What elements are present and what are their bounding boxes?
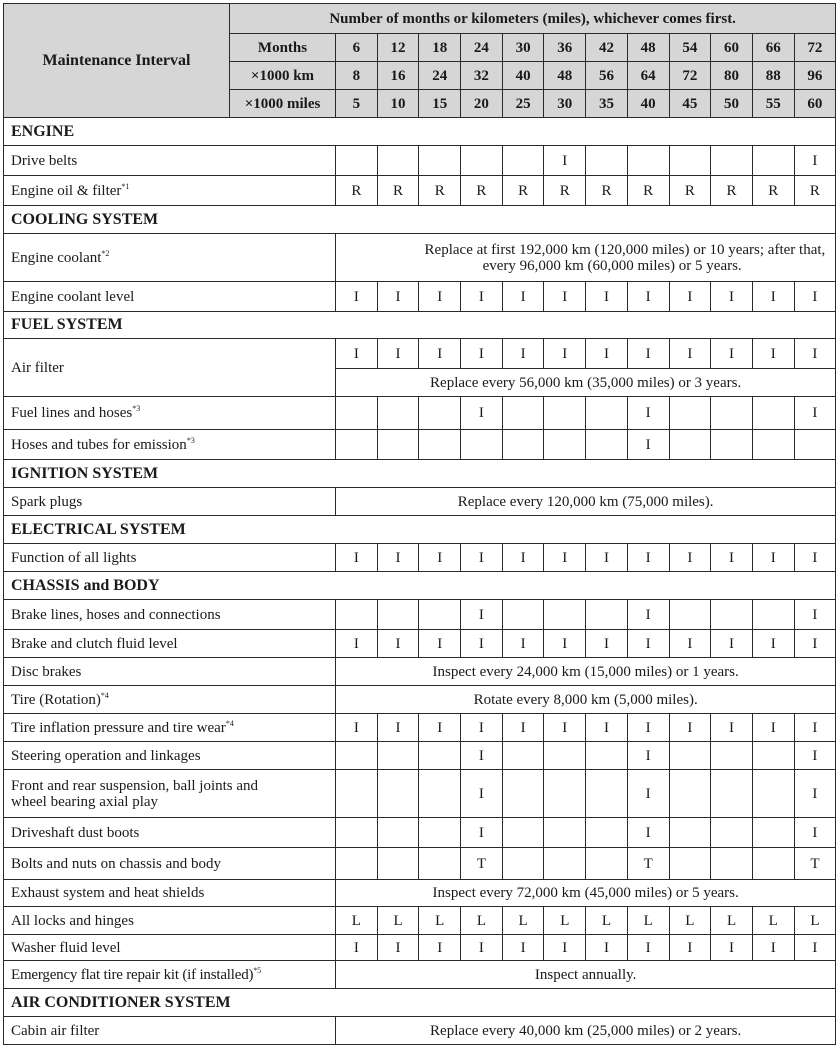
item-label: Exhaust system and heat shields	[4, 880, 336, 907]
interval-mark	[794, 430, 836, 460]
km-value: 32	[461, 62, 503, 90]
interval-mark	[502, 397, 544, 430]
interval-mark: I	[419, 544, 461, 572]
miles-value: 40	[627, 90, 669, 118]
months-label: Months	[230, 34, 336, 62]
miles-value: 25	[502, 90, 544, 118]
table-row	[4, 742, 836, 770]
interval-mark: I	[336, 339, 378, 369]
miles-value: 5	[336, 90, 378, 118]
item-label: Brake and clutch fluid level	[4, 630, 336, 658]
interval-mark	[461, 430, 503, 460]
interval-mark: I	[461, 935, 503, 961]
interval-mark	[627, 146, 669, 176]
table-row	[4, 488, 836, 516]
interval-mark: I	[669, 544, 711, 572]
interval-mark	[419, 818, 461, 848]
interval-mark: I	[627, 282, 669, 312]
km-label: ×1000 km	[230, 62, 336, 90]
interval-mark	[586, 600, 628, 630]
interval-mark	[377, 742, 419, 770]
item-label: Driveshaft dust boots	[4, 818, 336, 848]
table-row	[4, 397, 836, 430]
month-value: 42	[586, 34, 628, 62]
section-chassis: CHASSIS and BODY	[4, 572, 836, 600]
interval-mark	[336, 848, 378, 880]
interval-mark	[544, 600, 586, 630]
km-value: 64	[627, 62, 669, 90]
interval-mark: R	[502, 176, 544, 206]
interval-mark: L	[711, 907, 753, 935]
interval-mark	[711, 397, 753, 430]
interval-mark: I	[377, 714, 419, 742]
month-value: 30	[502, 34, 544, 62]
interval-mark	[502, 146, 544, 176]
miles-value: 60	[794, 90, 836, 118]
interval-mark: L	[377, 907, 419, 935]
section-electrical: ELECTRICAL SYSTEM	[4, 516, 836, 544]
interval-mark: I	[419, 935, 461, 961]
interval-mark	[669, 770, 711, 818]
interval-mark	[502, 770, 544, 818]
month-value: 72	[794, 34, 836, 62]
item-label: Spark plugs	[4, 488, 336, 516]
table-row	[4, 935, 836, 961]
interval-mark	[377, 146, 419, 176]
interval-mark	[586, 742, 628, 770]
month-value: 6	[336, 34, 378, 62]
interval-mark: I	[794, 935, 836, 961]
table-row	[4, 430, 836, 460]
interval-mark: L	[336, 907, 378, 935]
interval-mark: L	[544, 907, 586, 935]
interval-mark	[544, 397, 586, 430]
item-label: Washer fluid level	[4, 935, 336, 961]
table-row	[4, 907, 836, 935]
maintenance-interval-header: Maintenance Interval	[4, 4, 230, 118]
interval-mark: I	[502, 282, 544, 312]
item-label: Emergency flat tire repair kit (if installed)$^{*5}$	[4, 961, 336, 989]
interval-mark	[502, 600, 544, 630]
interval-mark	[502, 848, 544, 880]
item-label: Fuel lines and hoses$^{*3}$	[4, 397, 336, 430]
interval-mark: I	[461, 770, 503, 818]
item-label: Disc brakes	[4, 658, 336, 686]
interval-mark: I	[669, 282, 711, 312]
interval-mark	[377, 600, 419, 630]
interval-mark: L	[502, 907, 544, 935]
interval-mark: I	[336, 630, 378, 658]
interval-mark: I	[794, 146, 836, 176]
table-row	[4, 686, 836, 714]
interval-mark: I	[627, 770, 669, 818]
interval-mark: I	[711, 714, 753, 742]
item-label: Function of all lights	[4, 544, 336, 572]
table-row	[4, 770, 836, 818]
interval-mark: I	[502, 544, 544, 572]
interval-mark: R	[419, 176, 461, 206]
schedule-note: Replace every 40,000 km (25,000 miles) or 2 years.	[336, 1017, 836, 1045]
interval-mark: I	[627, 714, 669, 742]
interval-mark: I	[794, 818, 836, 848]
interval-mark	[377, 430, 419, 460]
interval-mark	[377, 848, 419, 880]
interval-mark	[752, 397, 794, 430]
schedule-note: Replace at first 192,000 km (120,000 miles) or 10 years; after that, every 96,000 km (60,000 miles) or 5 years.	[336, 234, 836, 282]
interval-mark: I	[336, 935, 378, 961]
section-ignition: IGNITION SYSTEM	[4, 460, 836, 488]
interval-mark: I	[627, 430, 669, 460]
interval-mark	[419, 600, 461, 630]
miles-value: 20	[461, 90, 503, 118]
interval-mark	[336, 818, 378, 848]
table-row	[4, 339, 836, 369]
interval-mark	[752, 146, 794, 176]
interval-mark	[711, 430, 753, 460]
interval-mark: R	[711, 176, 753, 206]
interval-mark: I	[586, 282, 628, 312]
table-row	[4, 848, 836, 880]
interval-mark: I	[627, 544, 669, 572]
interval-mark	[669, 397, 711, 430]
interval-mark: I	[794, 544, 836, 572]
interval-mark: I	[419, 339, 461, 369]
interval-mark: I	[502, 935, 544, 961]
interval-mark	[669, 848, 711, 880]
interval-mark: I	[627, 339, 669, 369]
interval-mark: I	[627, 818, 669, 848]
interval-mark: I	[461, 742, 503, 770]
section-fuel: FUEL SYSTEM	[4, 312, 836, 339]
item-label: Engine coolant$^{*2}$	[4, 234, 336, 282]
item-label: Air filter	[4, 339, 336, 397]
interval-mark: I	[586, 935, 628, 961]
interval-mark	[752, 430, 794, 460]
interval-mark: I	[711, 630, 753, 658]
interval-mark: I	[794, 282, 836, 312]
interval-mark: I	[544, 935, 586, 961]
interval-mark: R	[627, 176, 669, 206]
interval-mark	[419, 742, 461, 770]
interval-mark	[586, 818, 628, 848]
item-label: Cabin air filter	[4, 1017, 336, 1045]
month-value: 18	[419, 34, 461, 62]
section-engine: ENGINE	[4, 118, 836, 146]
table-row	[4, 1017, 836, 1045]
interval-mark	[419, 848, 461, 880]
item-label: Engine oil & filter$^{*1}$	[4, 176, 336, 206]
table-row	[4, 600, 836, 630]
interval-mark	[669, 742, 711, 770]
interval-mark: I	[544, 714, 586, 742]
interval-mark: I	[502, 714, 544, 742]
schedule-note: Inspect annually.	[336, 961, 836, 989]
item-label: Front and rear suspension, ball joints and wheel bearing axial play	[4, 770, 336, 818]
interval-mark: I	[794, 339, 836, 369]
interval-mark: I	[669, 630, 711, 658]
interval-title: Number of months or kilometers (miles), whichever comes first.	[230, 4, 836, 34]
interval-mark	[752, 848, 794, 880]
item-label: Bolts and nuts on chassis and body	[4, 848, 336, 880]
interval-mark	[586, 397, 628, 430]
interval-mark: R	[377, 176, 419, 206]
interval-mark: L	[794, 907, 836, 935]
item-label: Drive belts	[4, 146, 336, 176]
interval-mark	[711, 770, 753, 818]
interval-mark: I	[711, 935, 753, 961]
km-value: 80	[711, 62, 753, 90]
table-row	[4, 176, 836, 206]
interval-mark	[544, 818, 586, 848]
schedule-note: Replace every 120,000 km (75,000 miles).	[336, 488, 836, 516]
month-value: 36	[544, 34, 586, 62]
section-aircon: AIR CONDITIONER SYSTEM	[4, 989, 836, 1017]
item-label: Steering operation and linkages	[4, 742, 336, 770]
interval-mark: I	[461, 397, 503, 430]
interval-mark	[711, 818, 753, 848]
interval-mark	[586, 146, 628, 176]
interval-mark: I	[377, 544, 419, 572]
interval-mark	[461, 146, 503, 176]
interval-mark: I	[336, 282, 378, 312]
interval-mark: I	[669, 339, 711, 369]
interval-mark	[669, 430, 711, 460]
schedule-note: Replace every 56,000 km (35,000 miles) or 3 years.	[336, 369, 836, 397]
interval-mark: I	[336, 544, 378, 572]
interval-mark: I	[627, 935, 669, 961]
interval-mark	[544, 770, 586, 818]
interval-mark: I	[669, 935, 711, 961]
interval-mark: R	[586, 176, 628, 206]
interval-mark	[711, 742, 753, 770]
interval-mark: I	[544, 282, 586, 312]
interval-mark: I	[794, 600, 836, 630]
interval-mark: I	[544, 339, 586, 369]
table-row	[4, 630, 836, 658]
interval-mark: L	[627, 907, 669, 935]
interval-mark	[502, 818, 544, 848]
interval-mark: I	[586, 714, 628, 742]
miles-value: 50	[711, 90, 753, 118]
miles-value: 45	[669, 90, 711, 118]
interval-mark: I	[711, 544, 753, 572]
interval-mark	[711, 848, 753, 880]
interval-mark: I	[336, 714, 378, 742]
km-value: 24	[419, 62, 461, 90]
interval-mark	[336, 600, 378, 630]
interval-mark: I	[461, 339, 503, 369]
interval-mark: R	[669, 176, 711, 206]
km-value: 8	[336, 62, 378, 90]
interval-mark	[336, 742, 378, 770]
interval-mark: I	[502, 339, 544, 369]
interval-mark: I	[586, 544, 628, 572]
km-value: 48	[544, 62, 586, 90]
interval-mark: I	[586, 339, 628, 369]
interval-mark	[669, 600, 711, 630]
table-row	[4, 880, 836, 907]
interval-mark: I	[752, 714, 794, 742]
interval-mark	[669, 146, 711, 176]
interval-mark	[752, 742, 794, 770]
table-row	[4, 714, 836, 742]
interval-mark: I	[752, 282, 794, 312]
interval-mark: L	[461, 907, 503, 935]
interval-mark: I	[461, 600, 503, 630]
interval-mark	[669, 818, 711, 848]
miles-value: 30	[544, 90, 586, 118]
month-value: 12	[377, 34, 419, 62]
table-row	[4, 544, 836, 572]
interval-mark: R	[752, 176, 794, 206]
interval-mark: I	[752, 630, 794, 658]
interval-mark	[336, 397, 378, 430]
interval-mark	[752, 770, 794, 818]
interval-mark	[336, 146, 378, 176]
item-label: Engine coolant level	[4, 282, 336, 312]
interval-mark: I	[377, 935, 419, 961]
interval-mark	[377, 818, 419, 848]
interval-mark: I	[377, 282, 419, 312]
miles-label: ×1000 miles	[230, 90, 336, 118]
interval-mark: I	[377, 339, 419, 369]
interval-mark: I	[586, 630, 628, 658]
month-value: 60	[711, 34, 753, 62]
interval-mark	[711, 146, 753, 176]
interval-mark	[377, 770, 419, 818]
interval-mark: I	[419, 630, 461, 658]
interval-mark	[502, 430, 544, 460]
interval-mark: L	[669, 907, 711, 935]
interval-mark	[419, 146, 461, 176]
interval-mark: I	[752, 544, 794, 572]
interval-mark: I	[627, 630, 669, 658]
item-label: Tire (Rotation)$^{*4}$	[4, 686, 336, 714]
km-value: 40	[502, 62, 544, 90]
miles-value: 35	[586, 90, 628, 118]
interval-mark: I	[419, 282, 461, 312]
interval-mark: I	[544, 544, 586, 572]
interval-mark: I	[461, 630, 503, 658]
interval-mark	[419, 770, 461, 818]
interval-mark: I	[502, 630, 544, 658]
interval-mark	[752, 600, 794, 630]
month-value: 24	[461, 34, 503, 62]
interval-mark	[752, 818, 794, 848]
interval-mark	[419, 430, 461, 460]
interval-mark: L	[752, 907, 794, 935]
month-value: 48	[627, 34, 669, 62]
interval-mark: L	[586, 907, 628, 935]
interval-mark: I	[794, 397, 836, 430]
miles-value: 10	[377, 90, 419, 118]
table-row	[4, 234, 836, 282]
km-value: 88	[752, 62, 794, 90]
interval-mark	[586, 848, 628, 880]
interval-mark: I	[794, 742, 836, 770]
item-label: All locks and hinges	[4, 907, 336, 935]
interval-mark: R	[461, 176, 503, 206]
schedule-note: Inspect every 24,000 km (15,000 miles) or 1 years.	[336, 658, 836, 686]
interval-mark: I	[461, 544, 503, 572]
interval-mark: T	[461, 848, 503, 880]
interval-mark	[544, 742, 586, 770]
interval-mark	[336, 770, 378, 818]
interval-mark: I	[669, 714, 711, 742]
interval-mark: L	[419, 907, 461, 935]
table-row	[4, 818, 836, 848]
interval-mark: R	[794, 176, 836, 206]
interval-mark: I	[544, 146, 586, 176]
interval-mark: I	[794, 630, 836, 658]
miles-value: 55	[752, 90, 794, 118]
interval-mark: I	[461, 282, 503, 312]
schedule-note: Rotate every 8,000 km (5,000 miles).	[336, 686, 836, 714]
interval-mark: I	[711, 282, 753, 312]
interval-mark: R	[544, 176, 586, 206]
interval-mark: I	[377, 630, 419, 658]
interval-mark: I	[794, 714, 836, 742]
interval-mark: I	[627, 600, 669, 630]
interval-mark: I	[461, 818, 503, 848]
table-row	[4, 146, 836, 176]
table-row	[4, 961, 836, 989]
km-value: 72	[669, 62, 711, 90]
item-label: Tire inflation pressure and tire wear$^{*4}$	[4, 714, 336, 742]
km-value: 56	[586, 62, 628, 90]
interval-mark: I	[419, 714, 461, 742]
interval-mark: I	[461, 714, 503, 742]
item-label: Hoses and tubes for emission$^{*3}$	[4, 430, 336, 460]
interval-mark: T	[627, 848, 669, 880]
maintenance-schedule-table	[3, 3, 836, 1045]
month-value: 66	[752, 34, 794, 62]
interval-mark: I	[711, 339, 753, 369]
interval-mark	[336, 430, 378, 460]
interval-mark	[377, 397, 419, 430]
interval-mark	[544, 848, 586, 880]
interval-mark: I	[752, 935, 794, 961]
miles-value: 15	[419, 90, 461, 118]
interval-mark: I	[752, 339, 794, 369]
schedule-note: Inspect every 72,000 km (45,000 miles) or 5 years.	[336, 880, 836, 907]
item-label: Brake lines, hoses and connections	[4, 600, 336, 630]
interval-mark: I	[794, 770, 836, 818]
interval-mark: R	[336, 176, 378, 206]
km-value: 16	[377, 62, 419, 90]
interval-mark	[419, 397, 461, 430]
interval-mark	[586, 770, 628, 818]
interval-mark: T	[794, 848, 836, 880]
interval-mark: I	[627, 742, 669, 770]
interval-mark: I	[627, 397, 669, 430]
table-row	[4, 282, 836, 312]
section-cooling: COOLING SYSTEM	[4, 206, 836, 234]
month-value: 54	[669, 34, 711, 62]
interval-mark	[586, 430, 628, 460]
interval-mark	[711, 600, 753, 630]
interval-mark	[502, 742, 544, 770]
interval-mark	[544, 430, 586, 460]
km-value: 96	[794, 62, 836, 90]
table-row	[4, 658, 836, 686]
interval-mark: I	[544, 630, 586, 658]
